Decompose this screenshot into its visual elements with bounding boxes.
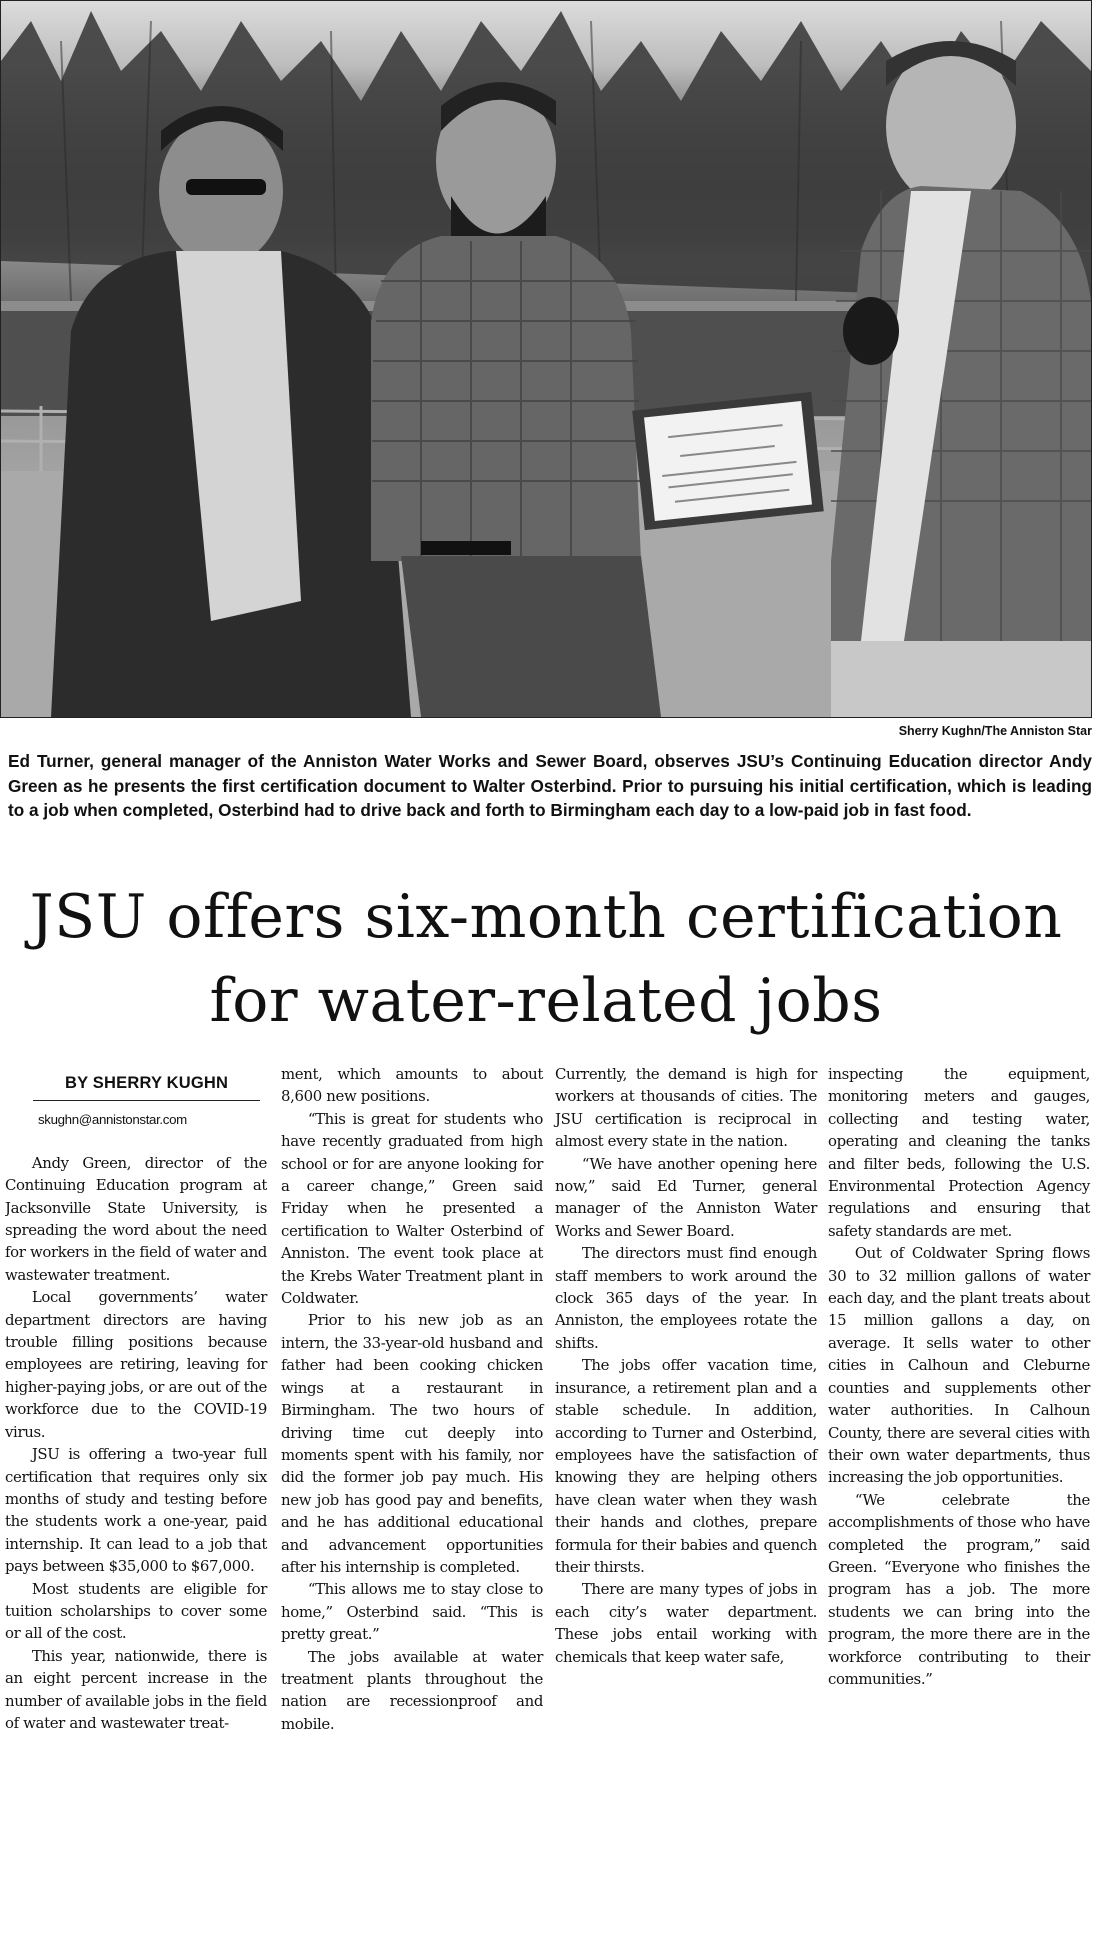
headline [0, 875, 1092, 1043]
byline-author: BY SHERRY KUGHN [33, 1063, 260, 1101]
paragraph-continued: ment, which amounts to about 8,600 new positions. [281, 1065, 543, 1106]
paragraph-continued: Currently, the demand is high for workers at thousands of cities. The JSU certification is reciprocal in almost every state in the nation. [555, 1065, 817, 1151]
paragraph-continued: inspecting the equipment, monitoring meters and gauges, collecting and testing water, operating and cleaning the tanks and filter beds, following the U.S. Environmental Protection Agency regulations and ensuring that safety standards are met. [828, 1065, 1090, 1240]
headline-line-2: for water-related jobs [209, 966, 883, 1036]
article-column-3 [555, 1063, 817, 1668]
paragraph: “We celebrate the accomplishments of those who have completed the program,” said Green. “Everyone who finishes the program has a job. The more students we can bring into the program, the more there are in the workforce contributing to their communities.” [828, 1490, 1090, 1688]
certificate [632, 392, 824, 530]
paragraph: This year, nationwide, there is an eight percent increase in the number of available jobs in the field of water and wastewater treat- [5, 1646, 267, 1732]
news-photo [0, 0, 1092, 718]
byline-email[interactable]: skughn@annistonstar.com [38, 1112, 187, 1128]
article-column-1 [5, 1063, 267, 1734]
paragraph: The jobs available at water treatment plants throughout the nation are recessionproof and mobile. [281, 1647, 543, 1733]
paragraph: JSU is offering a two-year full certification that requires only six months of study and testing before the students work a one-year, paid internship. It can lead to a job that pays between $35,000 to $67,000. [5, 1445, 267, 1576]
paragraph: There are many types of jobs in each city’s water department. These jobs entail working with chemicals that keep water safe, [555, 1580, 817, 1666]
headline-line-1: JSU offers six-month certification [29, 882, 1063, 952]
paragraph: Local governments’ water department directors are having trouble filling positions because employees are retiring, leaving for higher-paying jobs, or are out of the workforce due to the COVID-19 virus. [5, 1288, 267, 1441]
paragraph: The jobs offer vacation time, insurance, a retirement plan and a stable schedule. In addition, according to Turner and Osterbind, employees have the satisfaction of knowing they are helping others have clean water when they wash their hands and clothes, prepare formula for their babies and quench their thirsts. [555, 1356, 817, 1576]
paragraph: The directors must find enough staff members to work around the clock 365 days of the year. In Anniston, the employees rotate the shifts. [555, 1244, 817, 1352]
article-column-4 [828, 1063, 1090, 1690]
article-body [5, 1063, 1093, 1933]
paragraph: Out of Coldwater Spring flows 30 to 32 million gallons of water each day, and the plant treats about 15 million gallons a day, on average. It sells water to other cities in Calhoun and Cleburne counties and supplements other water authorities. In Calhoun County, there are several cities with their own water departments, thus increasing the job opportunities. [828, 1244, 1090, 1487]
paragraph: Most students are eligible for tuition scholarships to cover some or all of the cost. [5, 1579, 267, 1643]
photo-illustration [1, 1, 1091, 717]
paragraph: “We have another opening here now,” said Ed Turner, general manager of the Anniston Water Works and Sewer Board. [555, 1154, 817, 1240]
photo-caption: Ed Turner, general manager of the Anniston Water Works and Sewer Board, observes JSU’s Continuing Education director Andy Green as he presents the first certification document to Walter Osterbind. Prior to pursuing his initial certification, which is leading to a job when completed, Osterbind had to drive back and forth to Birmingham each day to a low-paid job in fast food. [8, 751, 1092, 820]
paragraph: “This is great for students who have recently graduated from high school or for are anyone looking for a career change,” Green said Friday when he presented a certification to Walter Osterbind of Anniston. The event took place at the Krebs Water Treatment plant in Coldwater. [281, 1109, 543, 1308]
photo-credit: Sherry Kughn/The Anniston Star [898, 724, 1092, 738]
paragraph: Andy Green, director of the Continuing Education program at Jacksonville State University, is spreading the word about the need for workers in the field of water and wastewater treatment. [5, 1153, 267, 1284]
paragraph: Prior to his new job as an intern, the 33-year-old husband and father had been cooking chicken wings at a restaurant in Birmingham. The two hours of driving time cut deeply into moments spent with his family, nor did the former job pay much. His new job has good pay and benefits, and he has additional educational and advancement opportunities after his internship is completed. [281, 1311, 543, 1576]
article-column-2 [281, 1063, 543, 1735]
paragraph: “This allows me to stay close to home,” Osterbind said. “This is pretty great.” [281, 1580, 543, 1644]
